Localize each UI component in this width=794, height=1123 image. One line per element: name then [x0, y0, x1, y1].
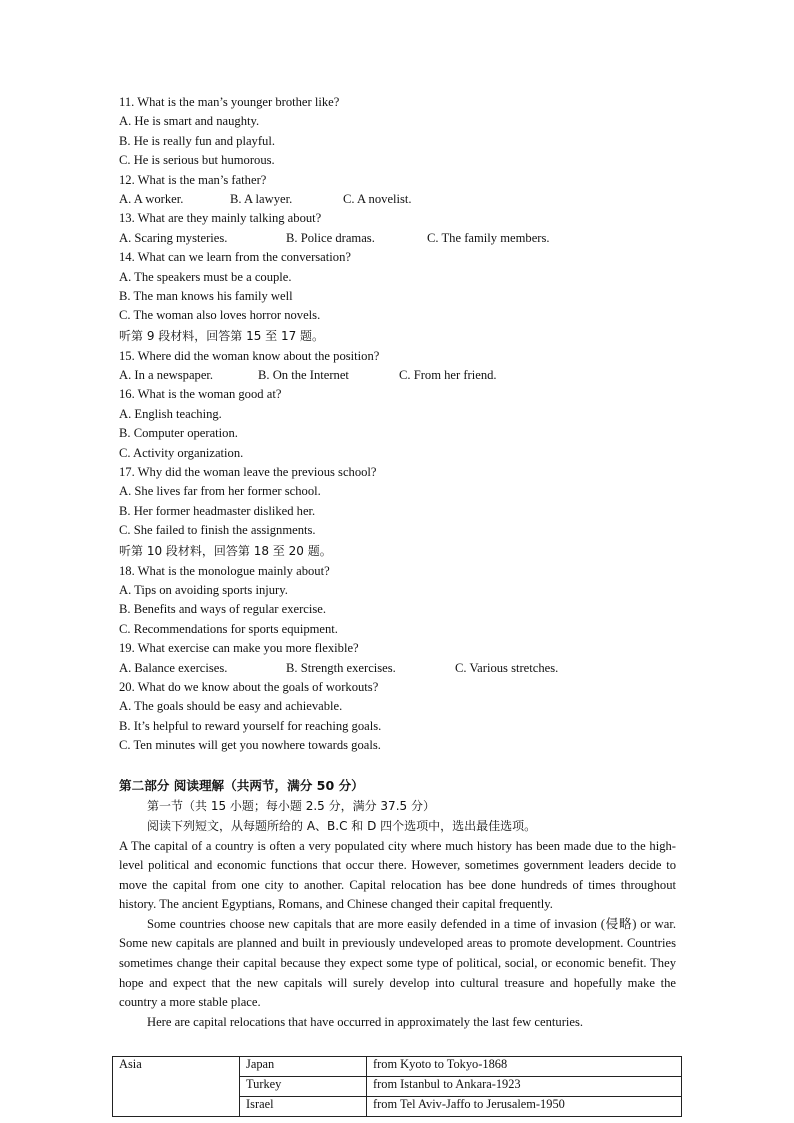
relocation-cell: from Kyoto to Tokyo-1868: [367, 1057, 682, 1077]
option-13b: B. Police dramas.: [286, 230, 375, 245]
question-19: 19. What exercise can make you more flexible?: [119, 641, 359, 656]
section-10-instruction: 听第 10 段材料，回答第 18 至 20 题。: [119, 543, 332, 558]
question-20: 20. What do we know about the goals of workouts?: [119, 679, 379, 694]
question-15: 15. Where did the woman know about the position?: [119, 348, 380, 363]
question-18: 18. What is the monologue mainly about?: [119, 563, 330, 578]
option-12a: A. A worker.: [119, 191, 184, 206]
option-12c: C. A novelist.: [343, 191, 412, 206]
section-9-instruction: 听第 9 段材料，回答第 15 至 17 题。: [119, 328, 325, 343]
exam-page: [119, 93, 679, 1032]
capital-relocation-table: [112, 1056, 682, 1117]
country-cell: Israel: [240, 1097, 367, 1117]
passage-paragraph-2: Some countries choose new capitals that are more easily defended in a time of invasion (侵略) or war. Some new capitals are planned and built in previously undeveloped areas to promote development. Countries sometimes change their capital because they expect some type of political, social, or economic benefit. They hope and expect that the new capitals will surely develop into cultural treasure and hopefully make the country a more stable place.: [119, 916, 676, 1010]
option-19a: A. Balance exercises.: [119, 660, 228, 675]
option-15a: A. In a newspaper.: [119, 368, 214, 383]
option-16b: B. Computer operation.: [119, 426, 238, 441]
options-15: [119, 366, 679, 385]
option-20c: C. Ten minutes will get you nowhere towards goals.: [119, 738, 381, 753]
option-15b: B. On the Internet: [258, 368, 349, 383]
question-11: 11. What is the man’s younger brother like?: [119, 95, 340, 109]
option-17a: A. She lives far from her former school.: [119, 484, 321, 499]
option-16a: A. English teaching.: [119, 406, 222, 421]
option-19c: C. Various stretches.: [455, 660, 559, 675]
option-12b: B. A lawyer.: [230, 191, 293, 206]
part-2-title: 第二部分 阅读理解（共两节，满分 50 分）: [119, 777, 364, 793]
option-15c: C. From her friend.: [399, 368, 497, 383]
relocation-cell: from Tel Aviv-Jaffo to Jerusalem-1950: [367, 1097, 682, 1117]
section-1-subtitle: 第一节（共 15 小题；每小题 2.5 分，满分 37.5 分）: [147, 798, 435, 813]
question-16: 16. What is the woman good at?: [119, 387, 282, 402]
passage-paragraph-1: A The capital of a country is often a very populated city where much history has been made due to the high-level political and economic functions that occur there. However, sometimes government leaders decide to move the capital from one city to another. Capital relocation has bee done hundreds of times throughout history. The ancient Egyptians, Romans, and Chinese changed their capital frequently.: [119, 838, 676, 912]
option-18a: A. Tips on avoiding sports injury.: [119, 582, 288, 597]
option-17c: C. She failed to finish the assignments.: [119, 523, 316, 538]
option-20a: A. The goals should be easy and achievable.: [119, 699, 343, 714]
option-17b: B. Her former headmaster disliked her.: [119, 503, 316, 518]
option-19b: B. Strength exercises.: [286, 660, 396, 675]
question-12: 12. What is the man’s father?: [119, 172, 267, 187]
option-13c: C. The family members.: [427, 230, 550, 245]
options-12: [119, 190, 679, 209]
option-11a: A. He is smart and naughty.: [119, 114, 260, 129]
country-cell: Japan: [240, 1057, 367, 1077]
table-row: [113, 1057, 682, 1077]
option-13a: A. Scaring mysteries.: [119, 230, 228, 245]
option-14a: A. The speakers must be a couple.: [119, 269, 292, 284]
option-11c: C. He is serious but humorous.: [119, 153, 275, 168]
relocation-cell: from Istanbul to Ankara-1923: [367, 1077, 682, 1097]
passage-paragraph-3: Here are capital relocations that have occurred in approximately the last few centuries.: [147, 1014, 584, 1029]
region-cell: Asia: [113, 1057, 240, 1117]
reading-instruction: 阅读下列短文，从每题所给的 A、B.C 和 D 四个选项中，选出最佳选项。: [147, 819, 537, 833]
options-19: [119, 659, 679, 678]
option-20b: B. It’s helpful to reward yourself for reaching goals.: [119, 718, 382, 733]
options-13: [119, 229, 679, 248]
option-14b: B. The man knows his family well: [119, 288, 293, 303]
option-16c: C. Activity organization.: [119, 445, 244, 460]
option-14c: C. The woman also loves horror novels.: [119, 308, 321, 323]
option-18c: C. Recommendations for sports equipment.: [119, 621, 338, 636]
option-18b: B. Benefits and ways of regular exercise.: [119, 602, 327, 617]
question-14: 14. What can we learn from the conversation?: [119, 250, 351, 265]
question-17: 17. Why did the woman leave the previous school?: [119, 465, 377, 480]
country-cell: Turkey: [240, 1077, 367, 1097]
question-13: 13. What are they mainly talking about?: [119, 211, 322, 226]
option-11b: B. He is really fun and playful.: [119, 133, 275, 148]
